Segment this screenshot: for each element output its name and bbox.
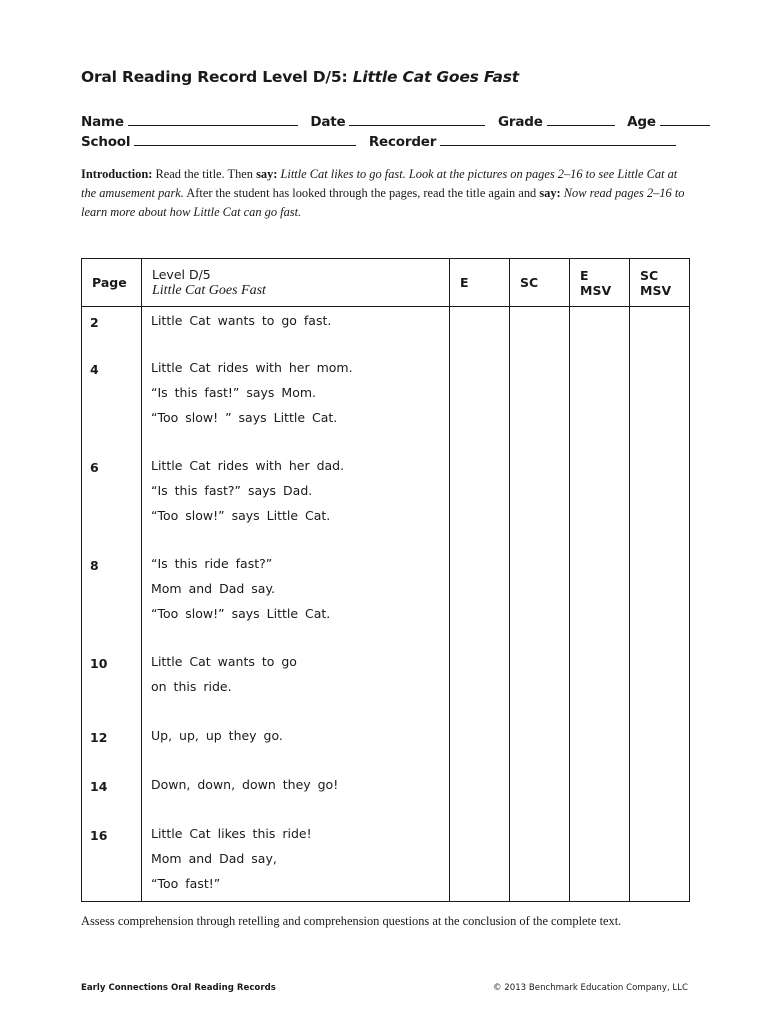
text-line: “Is this fast!” says Mom. bbox=[151, 384, 317, 400]
intro-quote-2: Now read pages 2–16 to learn more about how Little Cat can go fast. bbox=[81, 186, 685, 219]
header-e-msv-line2: MSV bbox=[580, 282, 612, 298]
introduction-text bbox=[81, 165, 693, 222]
header-page: Page bbox=[82, 259, 142, 307]
school-field[interactable] bbox=[134, 132, 356, 146]
text-line: on this ride. bbox=[151, 678, 232, 694]
text-line: “Too slow! ” says Little Cat. bbox=[151, 409, 338, 425]
table-header-row bbox=[82, 259, 690, 307]
footer-copyright: © 2013 Benchmark Education Company, LLC bbox=[492, 983, 688, 993]
sc-cell[interactable] bbox=[510, 452, 570, 550]
e-msv-cell[interactable] bbox=[570, 648, 630, 722]
row-text bbox=[142, 307, 450, 354]
name-label: Name bbox=[81, 114, 124, 130]
row-text bbox=[142, 771, 450, 820]
header-sc-msv-line2: MSV bbox=[640, 282, 672, 298]
e-msv-cell[interactable] bbox=[570, 771, 630, 820]
intro-say-2: say: bbox=[539, 186, 561, 200]
sc-msv-cell[interactable] bbox=[630, 452, 690, 550]
text-line: Little Cat rides with her mom. bbox=[151, 359, 353, 375]
text-line: “Too slow!” says Little Cat. bbox=[151, 605, 331, 621]
table-row bbox=[82, 550, 690, 648]
e-cell[interactable] bbox=[450, 550, 510, 648]
sc-msv-cell[interactable] bbox=[630, 354, 690, 452]
header-sc-msv bbox=[630, 259, 690, 307]
row-page-number: 4 bbox=[82, 354, 142, 452]
table-row bbox=[82, 648, 690, 722]
text-line: “Is this fast?” says Dad. bbox=[151, 482, 313, 498]
row-page-number: 16 bbox=[82, 820, 142, 902]
e-cell[interactable] bbox=[450, 452, 510, 550]
header-book-title: Little Cat Goes Fast bbox=[152, 283, 266, 298]
e-msv-cell[interactable] bbox=[570, 452, 630, 550]
intro-text-1: Read the title. Then bbox=[152, 167, 257, 181]
text-line: Little Cat wants to go bbox=[151, 653, 297, 669]
e-cell[interactable] bbox=[450, 307, 510, 354]
sc-msv-cell[interactable] bbox=[630, 550, 690, 648]
age-field[interactable] bbox=[660, 112, 710, 126]
sc-cell[interactable] bbox=[510, 550, 570, 648]
e-cell[interactable] bbox=[450, 820, 510, 902]
table-body bbox=[82, 307, 690, 902]
intro-quote-1: Little Cat likes to go fast. Look at the pictures on pages 2–16 to see Little Cat at the amusement park. bbox=[81, 167, 678, 200]
sc-cell[interactable] bbox=[510, 307, 570, 354]
row-page-number: 8 bbox=[82, 550, 142, 648]
title-book: Little Cat Goes Fast bbox=[352, 68, 519, 86]
text-line: Little Cat likes this ride! bbox=[151, 825, 312, 841]
header-e-msv-line1: E bbox=[580, 267, 589, 283]
header-sc: SC bbox=[510, 259, 570, 307]
school-info-row bbox=[81, 132, 684, 150]
name-field[interactable] bbox=[128, 112, 298, 126]
row-text bbox=[142, 820, 450, 902]
header-sc-msv-line1: SC bbox=[640, 267, 659, 283]
header-level: Level D/5 bbox=[152, 267, 211, 282]
e-msv-cell[interactable] bbox=[570, 307, 630, 354]
footer-series: Early Connections Oral Reading Records bbox=[81, 983, 276, 993]
header-e: E bbox=[450, 259, 510, 307]
text-line: Down, down, down they go! bbox=[151, 776, 339, 792]
sc-cell[interactable] bbox=[510, 820, 570, 902]
title-prefix: Oral Reading Record Level D/5: bbox=[81, 68, 353, 86]
e-cell[interactable] bbox=[450, 648, 510, 722]
table-row bbox=[82, 307, 690, 354]
e-msv-cell[interactable] bbox=[570, 550, 630, 648]
row-page-number: 6 bbox=[82, 452, 142, 550]
age-label: Age bbox=[627, 114, 656, 130]
row-page-number: 12 bbox=[82, 722, 142, 771]
student-info-row bbox=[81, 112, 718, 130]
grade-field[interactable] bbox=[547, 112, 615, 126]
text-line: Little Cat rides with her dad. bbox=[151, 457, 345, 473]
sc-msv-cell[interactable] bbox=[630, 722, 690, 771]
text-line: “Too fast!” bbox=[151, 875, 221, 891]
table-row bbox=[82, 722, 690, 771]
text-line: “Too slow!” says Little Cat. bbox=[151, 507, 331, 523]
header-e-msv bbox=[570, 259, 630, 307]
row-text bbox=[142, 722, 450, 771]
text-line: “Is this ride fast?” bbox=[151, 555, 273, 571]
row-page-number: 14 bbox=[82, 771, 142, 820]
sc-msv-cell[interactable] bbox=[630, 771, 690, 820]
text-line: Mom and Dad say. bbox=[151, 580, 276, 596]
row-text bbox=[142, 354, 450, 452]
e-cell[interactable] bbox=[450, 722, 510, 771]
e-msv-cell[interactable] bbox=[570, 820, 630, 902]
e-msv-cell[interactable] bbox=[570, 722, 630, 771]
row-text bbox=[142, 648, 450, 722]
e-cell[interactable] bbox=[450, 354, 510, 452]
sc-msv-cell[interactable] bbox=[630, 648, 690, 722]
row-page-number: 10 bbox=[82, 648, 142, 722]
recorder-field[interactable] bbox=[440, 132, 676, 146]
header-level-book bbox=[142, 259, 450, 307]
date-label: Date bbox=[310, 114, 346, 130]
sc-cell[interactable] bbox=[510, 722, 570, 771]
text-line: Up, up, up they go. bbox=[151, 727, 283, 743]
row-text bbox=[142, 550, 450, 648]
page-title bbox=[81, 68, 519, 86]
text-line: Mom and Dad say, bbox=[151, 850, 277, 866]
text-line: Little Cat wants to go fast. bbox=[151, 313, 332, 328]
table-row bbox=[82, 452, 690, 550]
intro-label: Introduction: bbox=[81, 167, 153, 181]
date-field[interactable] bbox=[349, 112, 485, 126]
table-row bbox=[82, 820, 690, 902]
recorder-label: Recorder bbox=[368, 134, 437, 150]
sc-cell[interactable] bbox=[510, 648, 570, 722]
row-page-number: 2 bbox=[82, 307, 142, 354]
table-row bbox=[82, 354, 690, 452]
intro-text-2: After the student has looked through the pages, read the title again and bbox=[183, 186, 540, 200]
e-msv-cell[interactable] bbox=[570, 354, 630, 452]
intro-say-1: say: bbox=[256, 167, 278, 181]
sc-cell[interactable] bbox=[510, 771, 570, 820]
grade-label: Grade bbox=[497, 114, 543, 130]
e-cell[interactable] bbox=[450, 771, 510, 820]
sc-msv-cell[interactable] bbox=[630, 307, 690, 354]
table-row bbox=[82, 771, 690, 820]
row-text bbox=[142, 452, 450, 550]
sc-msv-cell[interactable] bbox=[630, 820, 690, 902]
school-label: School bbox=[81, 134, 131, 150]
sc-cell[interactable] bbox=[510, 354, 570, 452]
assess-note: Assess comprehension through retelling and comprehension questions at the conclusion of the complete text. bbox=[81, 914, 622, 928]
reading-record-table bbox=[81, 258, 690, 902]
